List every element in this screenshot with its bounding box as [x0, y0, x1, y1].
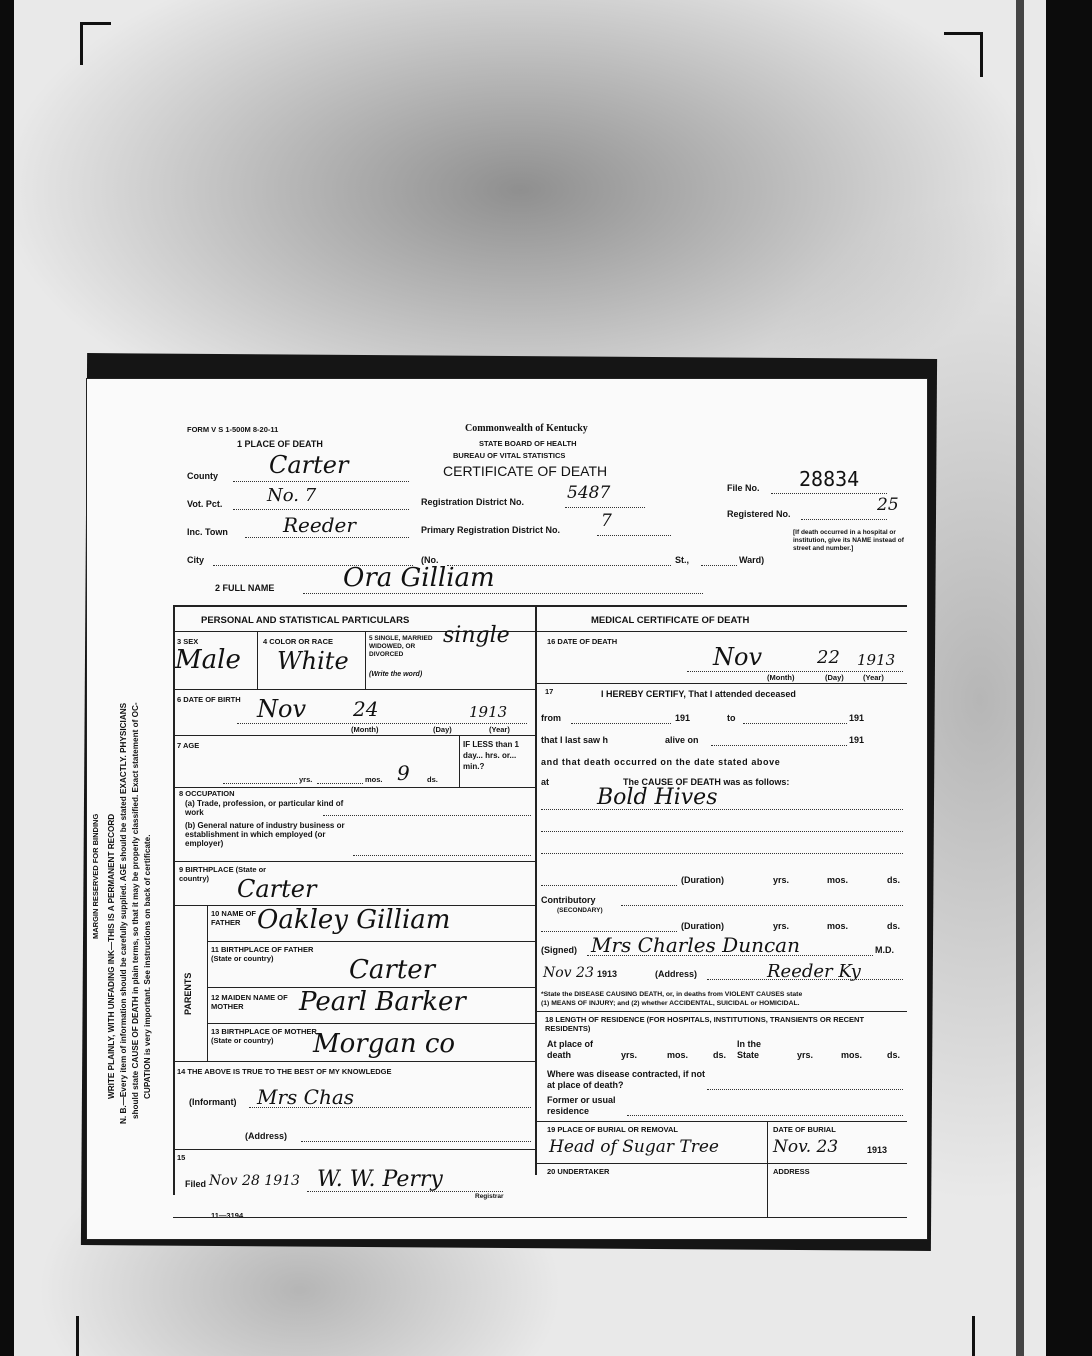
- grid-rule-center: [535, 605, 537, 1175]
- signed-year: 1913: [597, 969, 618, 979]
- birthplace-label: 9 BIRTHPLACE (State or country): [179, 865, 267, 883]
- where-contracted-label: Where was disease contracted, if not at place of death?: [547, 1069, 706, 1090]
- personal-heading: PERSONAL AND STATISTICAL PARTICULARS: [201, 615, 410, 626]
- secondary-label: (SECONDARY): [557, 907, 603, 914]
- reg-district-label: Registration District No.: [421, 497, 525, 507]
- signed-date: Nov 23: [543, 965, 594, 981]
- age-days-value: 9: [397, 761, 410, 785]
- city-label: City: [187, 555, 205, 565]
- duration-ds-1: ds.: [887, 875, 901, 885]
- state-note-rule: [535, 1011, 907, 1012]
- ward-label: Ward): [739, 555, 765, 565]
- instruction-line-4: CUPATION is very important. See instructions on back of certificate.: [143, 834, 152, 1099]
- parents-label: PARENTS: [183, 972, 193, 1015]
- true-statement: 14 THE ABOVE IS TRUE TO THE BEST OF MY KNOWLEDGE: [177, 1067, 392, 1076]
- informant-value: Mrs Chas: [257, 1085, 355, 1109]
- contributory-line: [621, 905, 903, 906]
- dob-year: 1913: [469, 703, 508, 721]
- inc-line: [245, 537, 409, 538]
- ward-line: [701, 565, 737, 566]
- full-name-label: 2 FULL NAME: [215, 583, 275, 593]
- dob-day-caption: (Day): [433, 725, 452, 734]
- instruction-line-1: WRITE PLAINLY, WITH UNFADING INK—THIS IS A PERMANENT RECORD: [107, 813, 116, 1099]
- color-marital-divider: [365, 631, 366, 689]
- age-less-divider: [459, 735, 460, 787]
- item-15: 15: [177, 1153, 186, 1162]
- former-residence-line: [627, 1115, 903, 1116]
- md-label: M.D.: [875, 945, 894, 955]
- bottom-form-code: 11—3194: [211, 1211, 244, 1220]
- registered-label: Registered No.: [727, 509, 791, 519]
- signed-label: (Signed): [541, 945, 577, 955]
- to-year: 191: [849, 713, 865, 723]
- registrar-label: Registrar: [475, 1193, 504, 1200]
- crop-mark-bottom-right: [972, 1316, 975, 1356]
- no-label: (No.: [421, 555, 439, 565]
- full-name-line: [303, 593, 703, 594]
- place-heading: 1 PLACE OF DEATH: [237, 439, 323, 449]
- age-mos-line: [317, 783, 363, 784]
- registrar-value: W. W. Perry: [317, 1167, 443, 1192]
- dod-month: Nov: [713, 643, 763, 671]
- father-bp-value: Carter: [349, 955, 436, 985]
- crop-mark-top-right: [944, 32, 983, 77]
- state-note-2: (1) MEANS OF INJURY; and (2) whether ACCIDENTAL, SUICIDAL or HOMICIDAL.: [541, 1000, 800, 1007]
- vot-label: Vot. Pct.: [187, 499, 223, 509]
- file-line: [771, 493, 887, 494]
- age-row-rule: [173, 787, 535, 788]
- board-heading: STATE BOARD OF HEALTH: [479, 439, 577, 448]
- residence-mos-2: mos.: [841, 1050, 863, 1060]
- primary-line: [597, 535, 671, 536]
- where-contracted-line: [707, 1089, 903, 1090]
- medical-address-value: Reeder Ky: [767, 961, 861, 982]
- dob-line: [237, 723, 527, 724]
- alive-on-label: alive on: [665, 735, 699, 745]
- former-residence-label: Former or usual residence: [547, 1095, 616, 1116]
- bottom-rule: [173, 1217, 907, 1218]
- burial-divider: [767, 1121, 768, 1217]
- form-number: FORM V S 1-500M 8-20-11: [187, 425, 279, 434]
- certify-text: I HEREBY CERTIFY, That I attended deceased: [601, 689, 796, 699]
- sex-value: Male: [175, 645, 241, 675]
- informant-row-rule: [173, 1149, 535, 1150]
- registered-value: 25: [877, 495, 899, 515]
- duration-line-1: [541, 885, 677, 886]
- sex-color-divider: [257, 631, 258, 689]
- informant-address-line: [301, 1141, 531, 1142]
- last-saw-label: that I last saw h: [541, 735, 609, 745]
- cause-value: Bold Hives: [597, 785, 718, 810]
- occupation-b: (b) General nature of industry business or establishment in which employed (or employer): [185, 821, 345, 848]
- birthplace-value: Carter: [237, 875, 317, 903]
- from-line: [571, 723, 671, 724]
- medical-address-line: [707, 979, 903, 980]
- occurred-text: and that death occurred on the date stated above: [541, 757, 781, 767]
- duration-line-2: [541, 931, 677, 932]
- state-note-1: *State the DISEASE CAUSING DEATH, or, in deaths from VIOLENT CAUSES state: [541, 991, 803, 998]
- medical-heading-rule: [535, 631, 907, 632]
- in-state-label: In the State: [737, 1039, 761, 1060]
- duration-mos-1: mos.: [827, 875, 849, 885]
- full-name-value: Ora Gilliam: [343, 563, 495, 593]
- burial-address-label: ADDRESS: [773, 1167, 810, 1176]
- age-label: 7 AGE: [177, 741, 200, 750]
- film-edge-right: [1046, 0, 1092, 1356]
- crop-mark-bottom-left: [76, 1316, 79, 1356]
- residence-yrs-2: yrs.: [797, 1050, 814, 1060]
- st-label: St.,: [675, 555, 690, 565]
- dob-year-caption: (Year): [489, 725, 510, 734]
- registered-line: [801, 519, 887, 520]
- age-yrs-label: yrs.: [299, 775, 313, 784]
- mother-bp-label: 13 BIRTHPLACE OF MOTHER (State or country): [211, 1027, 317, 1045]
- burial-date-label: DATE OF BURIAL: [773, 1125, 836, 1134]
- from-label: from: [541, 713, 561, 723]
- commonwealth-heading: Commonwealth of Kentucky: [465, 423, 588, 434]
- certificate-title: CERTIFICATE OF DEATH: [443, 463, 608, 479]
- occupation-b-line: [353, 855, 531, 856]
- marital-note: (Write the word): [369, 671, 423, 678]
- hospital-note: [If death occurred in a hospital or institution, give its NAME instead of street and number.]: [793, 529, 904, 552]
- mother-value: Pearl Barker: [299, 987, 466, 1017]
- medical-address-label: (Address): [655, 969, 698, 979]
- color-label: 4 COLOR OR RACE: [263, 637, 334, 646]
- dob-month-caption: (Month): [351, 725, 379, 734]
- residence-mos-1: mos.: [667, 1050, 689, 1060]
- dod-label: 16 DATE OF DEATH: [547, 637, 618, 646]
- alive-on-line: [711, 745, 847, 746]
- filed-label: Filed: [185, 1179, 207, 1189]
- duration-yrs-2: yrs.: [773, 921, 790, 931]
- reg-district-value: 5487: [567, 483, 611, 503]
- residence-label: 18 LENGTH OF RESIDENCE (FOR HOSPITALS, INSTITUTIONS, TRANSIENTS OR RECENT RESIDENTS): [545, 1015, 865, 1033]
- duration-ds-2: ds.: [887, 921, 901, 931]
- duration-mos-2: mos.: [827, 921, 849, 931]
- mother-bp-row-rule: [173, 1061, 535, 1062]
- marital-value: single: [443, 623, 510, 648]
- occupation-a: (a) Trade, profession, or particular kind of work: [185, 799, 344, 817]
- occupation-row-rule: [173, 861, 535, 862]
- dod-row-rule: [535, 683, 907, 684]
- county-value: Carter: [269, 451, 349, 479]
- sex-label: 3 SEX: [177, 637, 199, 646]
- burial-year-value: 1913: [867, 1145, 888, 1155]
- instruction-line-3: should state CAUSE OF DEATH in plain terms, so that it may be properly classified. Exact statement of OC-: [131, 702, 140, 1119]
- inc-label: Inc. Town: [187, 527, 228, 537]
- father-row-rule: [207, 941, 535, 942]
- age-mos-label: mos.: [365, 775, 383, 784]
- occupation-label: 8 OCCUPATION: [179, 789, 235, 798]
- crop-mark-top-left: [80, 22, 111, 65]
- bureau-heading: BUREAU OF VITAL STATISTICS: [453, 451, 566, 460]
- registrar-line: [307, 1191, 503, 1192]
- file-label: File No.: [727, 483, 760, 493]
- film-edge-left: [0, 0, 14, 1356]
- burial-row-rule: [535, 1163, 907, 1164]
- less-label: IF LESS than 1 day... hrs. or... min.?: [463, 740, 520, 771]
- marital-label: 5 SINGLE, MARRIED WIDOWED, OR DIVORCED: [369, 635, 433, 658]
- dob-month: Nov: [257, 695, 307, 723]
- informant-address-label: (Address): [245, 1131, 288, 1141]
- county-line: [233, 481, 409, 482]
- cause-label: The CAUSE OF DEATH was as follows:: [623, 777, 790, 787]
- primary-value: 7: [601, 511, 612, 531]
- father-bp-label: 11 BIRTHPLACE OF FATHER (State or country): [211, 945, 314, 963]
- inc-value: Reeder: [283, 513, 356, 537]
- burial-row-top-rule: [535, 1121, 907, 1122]
- mother-label: 12 MAIDEN NAME OF MOTHER: [211, 993, 288, 1011]
- signed-line: [587, 955, 873, 956]
- at-label: at: [541, 777, 550, 787]
- mother-row-rule: [207, 1023, 535, 1024]
- margin-note: MARGIN RESERVED FOR BINDING: [91, 813, 100, 939]
- dob-label: 6 DATE OF BIRTH: [177, 695, 241, 704]
- primary-label: Primary Registration District No.: [421, 525, 561, 535]
- dob-row-rule: [173, 735, 535, 736]
- at-place-label: At place of death: [547, 1039, 594, 1060]
- undertaker-label: 20 UNDERTAKER: [547, 1167, 610, 1176]
- medical-heading: MEDICAL CERTIFICATE OF DEATH: [591, 615, 750, 626]
- cause-line-2: [541, 831, 903, 832]
- cause-line-3: [541, 853, 903, 854]
- parents-divider: [207, 905, 208, 1061]
- to-line: [743, 723, 847, 724]
- vot-line: [233, 509, 409, 510]
- cause-line-1: [541, 809, 903, 810]
- dob-day: 24: [353, 697, 379, 721]
- father-value: Oakley Gilliam: [257, 905, 451, 935]
- mother-bp-value: Morgan co: [313, 1029, 456, 1059]
- dod-year-caption: (Year): [863, 673, 884, 682]
- sex-row-rule: [173, 689, 535, 690]
- alive-year: 191: [849, 735, 865, 745]
- residence-yrs-1: yrs.: [621, 1050, 638, 1060]
- duration-label-1: (Duration): [681, 875, 724, 885]
- signed-value: Mrs Charles Duncan: [591, 933, 800, 957]
- burial-label: 19 PLACE OF BURIAL OR REMOVAL: [547, 1125, 678, 1134]
- to-label: to: [727, 713, 736, 723]
- residence-ds-2: ds.: [887, 1050, 901, 1060]
- death-certificate: [86, 378, 928, 1240]
- dod-day: 22: [817, 647, 840, 668]
- father-label: 10 NAME OF FATHER: [211, 909, 257, 927]
- burial-date-value: Nov. 23: [773, 1137, 839, 1157]
- color-value: White: [277, 647, 349, 675]
- from-year: 191: [675, 713, 691, 723]
- dod-day-caption: (Day): [825, 673, 844, 682]
- burial-value: Head of Sugar Tree: [549, 1137, 719, 1157]
- file-number: 28834: [799, 467, 860, 491]
- occupation-a-line: [323, 815, 531, 816]
- grid-rule-left: [173, 605, 175, 1195]
- duration-yrs-1: yrs.: [773, 875, 790, 885]
- county-label: County: [187, 471, 218, 481]
- dod-year: 1913: [857, 651, 896, 669]
- age-ds-label: ds.: [427, 775, 438, 784]
- age-yrs-line: [223, 783, 297, 784]
- informant-label: (Informant): [189, 1097, 237, 1107]
- grid-rule-top: [173, 605, 907, 607]
- reg-district-line: [565, 507, 645, 508]
- contributory-label: Contributory: [541, 895, 596, 905]
- residence-ds-1: ds.: [713, 1050, 727, 1060]
- dod-line: [687, 671, 903, 672]
- dod-month-caption: (Month): [767, 673, 795, 682]
- duration-label-2: (Duration): [681, 921, 724, 931]
- film-edge-right-inner: [1016, 0, 1024, 1356]
- item-17: 17: [545, 687, 554, 696]
- vot-value: No. 7: [267, 485, 317, 506]
- filed-value: Nov 28 1913: [209, 1173, 300, 1189]
- instruction-line-2: N. B.—Every item of information should be carefully supplied. AGE should be stated EXACTLY. PHYSICIANS: [119, 702, 128, 1124]
